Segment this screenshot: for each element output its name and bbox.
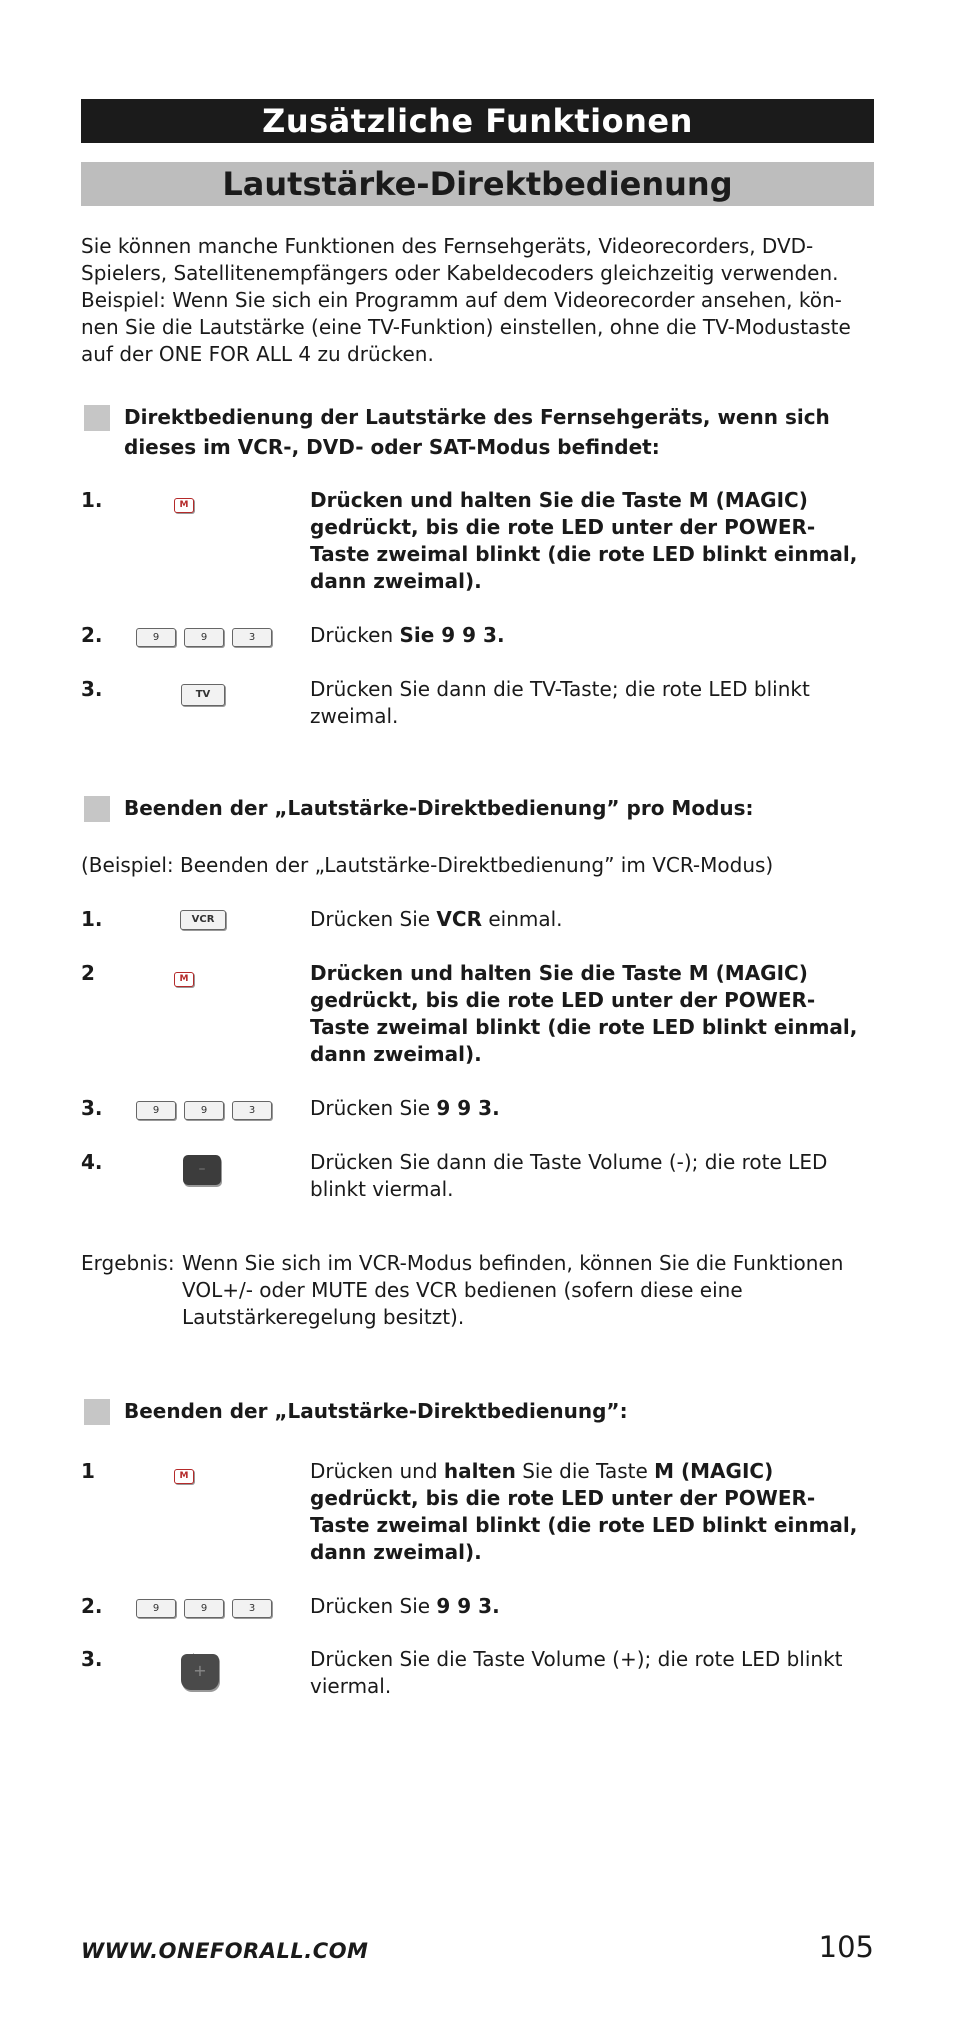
- step-number: 2: [81, 961, 95, 985]
- page-number: 105: [818, 1930, 874, 1964]
- website-link[interactable]: WWW.ONEFORALL.COM: [81, 1939, 369, 1963]
- volume-plus-key-icon: +: [136, 1646, 286, 1682]
- bullet-square-icon: [84, 1399, 110, 1425]
- step-text: Drücken Sie dann die TV-Taste; die rote LED blinkt zweimal.: [310, 677, 810, 728]
- magic-key-icon: M: [136, 960, 286, 996]
- digit-keys-icon: 9 9 3: [136, 1593, 286, 1629]
- step-text: Drücken Sie dann die Taste Volume (-); die rote LED blinkt viermal.: [310, 1150, 828, 1201]
- step-number: 3.: [81, 1647, 103, 1671]
- step-number: 1.: [81, 907, 103, 931]
- section1-heading: Direktbedienung der Lautstärke des Fernsehgeräts, wenn sich dieses im VCR-, DVD- oder SAT-Modus befindet:: [81, 402, 874, 462]
- step-number: 3.: [81, 677, 103, 701]
- intro-paragraph: Sie können manche Funktionen des Fernsehgeräts, Videorecorders, DVD-Spielers, Satellitenempfängers oder Kabeldecoders gleichzeitig verwenden. Beispiel: Wenn Sie sich ein Programm auf dem Videorecorder ansehen, kön-nen Sie die Lautstärke (eine TV-Funktion) einstellen, ohne die TV-Modustaste auf der ONE FOR ALL 4 zu drücken.: [81, 234, 851, 366]
- bullet-square-icon: [84, 405, 110, 431]
- volume-minus-key-icon: –: [136, 1149, 286, 1185]
- result-text: Wenn Sie sich im VCR-Modus befinden, können Sie die Funktionen VOL+/- oder MUTE des VCR bedienen (sofern diese eine Lautstärkeregelung besitzt).: [182, 1251, 844, 1329]
- step-text: Drücken Sie VCR einmal.: [310, 907, 563, 931]
- bullet-square-icon: [84, 796, 110, 822]
- step-number: 4.: [81, 1150, 103, 1174]
- step-text: Drücken und halten Sie die Taste M (MAGIC) gedrückt, bis die rote LED unter der POWER-Taste zweimal blinkt (die rote LED blinkt einmal, dann zweimal).: [310, 961, 858, 1066]
- section2-heading: Beenden der „Lautstärke-Direktbedienung” pro Modus:: [81, 793, 874, 823]
- step-text: Drücken und halten Sie die Taste M (MAGIC) gedrückt, bis die rote LED unter der POWER-Taste zweimal blinkt (die rote LED blinkt einmal, dann zweimal).: [310, 488, 858, 593]
- magic-key-icon: M: [136, 487, 286, 523]
- digit-keys-icon: 9 9 3: [136, 622, 286, 658]
- vcr-key-icon: VCR: [136, 906, 286, 942]
- step-text: Drücken Sie die Taste Volume (+); die rote LED blinkt viermal.: [310, 1647, 843, 1698]
- result-label: Ergebnis:: [81, 1251, 175, 1275]
- step-text: Drücken Sie 9 9 3.: [310, 1594, 500, 1618]
- step-number: 1: [81, 1459, 95, 1483]
- tv-key-icon: TV: [136, 676, 286, 712]
- section-title: Lautstärke-Direktbedienung: [81, 162, 874, 206]
- step-number: 2.: [81, 1594, 103, 1618]
- step-number: 3.: [81, 1096, 103, 1120]
- page-title: Zusätzliche Funktionen: [81, 99, 874, 143]
- step-number: 2.: [81, 623, 103, 647]
- step-text: Drücken und halten Sie die Taste M (MAGIC) gedrückt, bis die rote LED unter der POWER-Taste zweimal blinkt (die rote LED blinkt einmal, dann zweimal).: [310, 1459, 858, 1564]
- step-number: 1.: [81, 488, 103, 512]
- step-text: Drücken Sie 9 9 3.: [310, 1096, 500, 1120]
- section3-heading: Beenden der „Lautstärke-Direktbedienung”:: [81, 1396, 874, 1426]
- step-text: Drücken Sie 9 9 3.: [310, 623, 505, 647]
- digit-keys-icon: 9 9 3: [136, 1095, 286, 1131]
- example-note: (Beispiel: Beenden der „Lautstärke-Direktbedienung” im VCR-Modus): [81, 853, 774, 877]
- magic-key-icon: M: [136, 1458, 286, 1494]
